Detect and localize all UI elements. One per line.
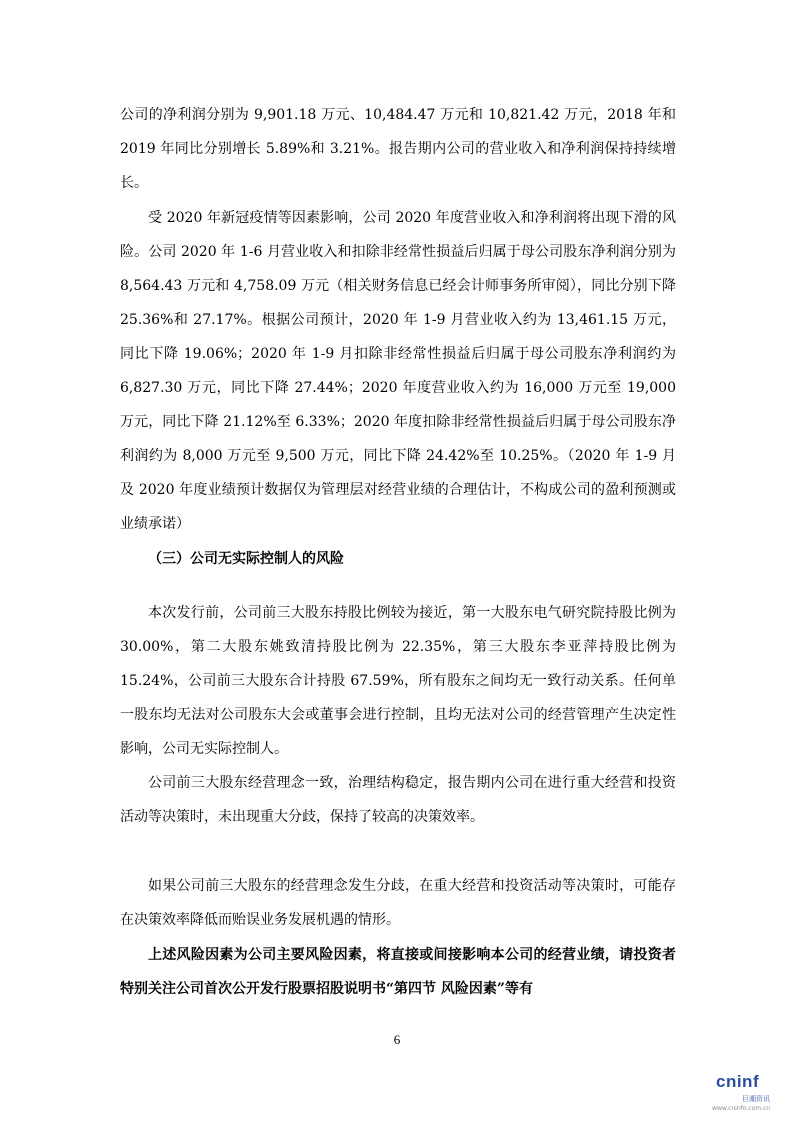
cninfo-logo-text: cninf [716, 1072, 760, 1091]
paragraph-shareholders: 本次发行前，公司前三大股东持股比例较为接近，第一大股东电气研究院持股比例为 30.00%，第二大股东姚致清持股比例为 22.35%，第三大股东李亚萍持股比例为 15.24%，公司前三大股东合计持股 67.59%，所有股东之间均无一致行动关系。任何单一股东均无法对公司股东大会或董事会进行控制，且均无法对公司的经营管理产生决定性影响，公司无实际控制人。 [120, 605, 676, 757]
cninfo-url: www.cninfo.com.cn [712, 1105, 771, 1112]
page-number: 6 [393, 1032, 401, 1047]
paragraph-risk-notice: 上述风险因素为公司主要风险因素，将直接或间接影响本公司的经营业绩，请投资者特别关注公司首次公开发行股票招股说明书“第四节 风险因素”等有 [120, 947, 676, 997]
cninfo-watermark [712, 1072, 792, 1116]
paragraph-covid-impact: 受 2020 年新冠疫情等因素影响，公司 2020 年度营业收入和净利润将出现下滑的风险。公司 2020 年 1-6 月营业收入和扣除非经常性损益后归属于母公司股东净利润分别为 8,564.43 万元和 4,758.09 万元（相关财务信息已经会计师事务所审阅），同比分别下降 25.36%和 27.17%。根据公司预计，2020 年 1-9 月营业收入约为 13,461.15 万元，同比下降 19.06%；2020 年 1-9 月扣除非经常性损益后归属于母公司股东净利润约为 6,827.30 万元，同比下降 27.44%；2020 年度营业收入约为 16,000 万元至 19,000 万元，同比下降 21.12%至 6.33%；2020 年度扣除非经常性损益后归属于母公司股东净利润约为 8,000 万元至 9,500 万元，同比下降 24.42%至 10.25%。（2020 年 1-9 月及 2020 年度业绩预计数据仅为管理层对经营业绩的合理估计，不构成公司的盈利预测或业绩承诺） [120, 210, 676, 532]
paragraph-governance: 公司前三大股东经营理念一致，治理结构稳定，报告期内公司在进行重大经营和投资活动等决策时，未出现重大分歧，保持了较高的决策效率。 [120, 775, 676, 825]
paragraph-net-profit: 公司的净利润分别为 9,901.18 万元、10,484.47 万元和 10,821.42 万元，2018 年和 2019 年同比分别增长 5.89%和 3.21%。报告期内公司的营业收入和净利润保持持续增长。 [120, 107, 676, 191]
cninfo-logo-subtitle: 巨潮资讯 [742, 1095, 770, 1103]
section-heading-no-controller: （三）公司无实际控制人的风险 [148, 551, 344, 567]
paragraph-divergence-risk: 如果公司前三大股东的经营理念发生分歧，在重大经营和投资活动等决策时，可能存在决策效率降低而贻误业务发展机遇的情形。 [120, 878, 676, 928]
